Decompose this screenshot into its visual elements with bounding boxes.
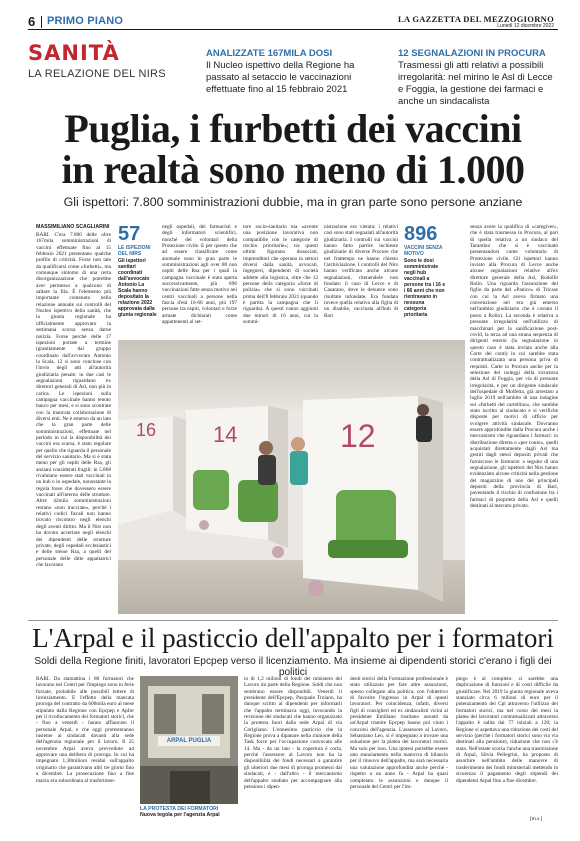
second-headline: L'Arpal e il pasticcio dell'appalto per i formatori	[32, 623, 554, 653]
arpal-office-photo	[140, 676, 238, 804]
second-subhead: Soldi della Regione finiti, lavoratori Epcpep verso il licenziamento. Ma insieme ai dipendenti storici c'erano i figli dei politici	[34, 656, 552, 678]
teaser-1	[206, 48, 386, 96]
main-article-col2-text: negli ospedali, dei farmacisti e degli informatori scientifici, nonché dei volontari della Protezione civile. E per questo che ad essere classificate come anomale sono in gran parte le somministrazioni agli over 80 non ospiti delle Rsa per i quali la campagna vaccinale è stata aperta successivamente, più 896 vaccinazioni fatte senza motivo nei centri vaccinali a persone nella fascia d'età 16-66 anni, più 197 persone tra ospiti, volontari e forze armate dichiarati come appartenenti al set-	[162, 224, 237, 326]
teaser-2-title: 12 SEGNALAZIONI IN PROCURA	[398, 48, 546, 59]
topic-kicker: SANITÀ	[28, 41, 120, 65]
main-headline-line1: Puglia, i furbetti dei vaccini	[64, 106, 522, 151]
main-article-col2	[162, 224, 237, 334]
second-article-col3	[244, 676, 342, 824]
infobox-inspections	[118, 224, 158, 318]
caption-title: LA PROTESTA DEI FORMATORI	[140, 806, 219, 812]
main-headline	[28, 108, 558, 190]
booth-number-a: 16	[136, 420, 157, 440]
second-article-col1	[36, 676, 134, 824]
second-article-col5	[456, 676, 558, 816]
vaccination-hub-photo	[118, 340, 465, 614]
topic-subtitle: LA RELAZIONE DEL NIRS	[28, 68, 166, 80]
booth-number-c: 12	[340, 418, 376, 454]
second-article-col3-text: to di 1,2 milioni di fondi del ministero del Lavoro da parte della Regione. Soldi che non sembrano essere disponibili. Venerdì il presidente dell'Epcpep, Pasquale Troiano, ha dunque scritto ai dipendenti per informarli che l'appalto terminava oggi, invocando la revisione dei sindacati che hanno organizzato la protesta fuori dalla sede Arpal di via Corigliano. L'ennesimo pasticcio che la Regione prova a dipanare nella riunione della Task force per l'occupazione convocata alle 14. Ma - da un lato - la copertura è corta, perché l'assessore al Lavoro non ha la disponibilità dei fondi necessari a garantire gli ulteriori due mesi di proroga promessi dai sindacati, e - dall'altro - il meccanismo dell'appalto studiato per accompagnare alla pensione i dipen-	[244, 676, 342, 790]
main-article-col1	[36, 232, 111, 612]
vaccination-hub-illustration	[118, 340, 465, 614]
second-article-separator	[28, 620, 558, 621]
second-article-col4-text: denti storici della Formazione professionale è stato utilizzato per fare altre assunzioni, spesso collegate alla politica, con l'obiettivo di favorire l'ingresso in Arpal di questi lavoratori. Per coincidenza, infatti, diversi figli di consiglieri ed ex sindacalisti vicini al presidente Emiliano risultano assunti da un'Arpal tramite Epcpep hanno poi vinto i concorsi dell'agenzia. L'assessore al Lavoro, Sebastiano Leo, si è impegnato a trovare una soluzione per la platea dei lavoratori storici. Ma solo per loro. Una ipotesi potrebbe essere uno stanziamento nella manovra di bilancio per il rinnovo dell'appalto, ma sarà necessaria una valutazione approfondita anche perché - rispetto a un anno fa - Arpal ha quasi completato le assunzioni e dunque il personale dei Centri per l'im-	[350, 676, 448, 790]
main-article-col3	[243, 224, 318, 334]
arpal-photo-caption	[140, 806, 238, 819]
main-headline-line2: in realtà sono meno di 1.000	[61, 147, 525, 192]
caption-text: Nuova tegola per l'agenzia Arpal	[140, 812, 220, 819]
infobox-vaccines	[404, 224, 446, 318]
infobox-vaccines-text: Sono le dosi somministrate negli hub vaccinali a persone tra i 16 e i 66 anni che non rientravano in nessuna categoria prioritaria	[404, 258, 446, 318]
main-article-col5	[470, 224, 558, 616]
infobox-inspections-title: LE ISPEZIONI DEL NIRS	[118, 245, 151, 257]
infobox-inspections-number: 57	[118, 223, 141, 245]
header-date: Lunedì 12 dicembre 2022	[497, 23, 554, 29]
infobox-inspections-text: Gli ispettori sanitari coordinati dall'avvocato Antonio La Scala hanno depositato la relazione 2022 approvata dalla giunta regionale	[118, 258, 157, 318]
teaser-2	[398, 48, 560, 108]
main-article-col4	[324, 224, 398, 334]
main-subhead: Gli ispettori: 7.800 somministrazioni dubbie, ma in gran parte sono persone anziane	[63, 195, 523, 209]
second-article-col1-text: BARI. Da stamattina i 80 formatori che lavorano nei Centri per l'impiego sono in ferie forzate, probabile alle possibili lettere di licenziamento. E l'effetto della mancata proroga del contratto da 600mila euro al mese stipulato dalla Regione con Epcpep e Apfor per il ricollocamento dei formatori storici, che - fino a venerdì - hanno affiancato il personale Arpal, e che oggi protesteranno insieme ai sindacati davanti alla sede dell'agenzia regionale per il lavoro. Il 25 novembre Arpal aveva prevveduto ad approvare una delibera di proroga. In cui ha impegnato 1,38milioni residui sull'appalto originario che garantivano altri tre giorni fino a dicembre. La prosecuzione fino a fine marzo era subordinata al trasferimen-	[36, 676, 134, 784]
header-divider	[41, 16, 42, 28]
byline: MASSIMILIANO SCAGLIARINI	[36, 224, 110, 230]
booth-number-b: 14	[213, 422, 238, 447]
section-label: PRIMO PIANO	[47, 15, 124, 27]
masthead: LA GAZZETTA DEL MEZZOGIORNO	[397, 14, 554, 24]
page-header	[28, 14, 558, 30]
main-article-col3-text: tore socio-sanitario ma «avente una posizione lavorativa non compatibile con le categorie di rischio prioritarie»; tra questi ultimi figurano dissociati, imprenditori che operano in settori diversi dalla sanità, avvocati, ingegneri, dipendenti di società addette alla logistica, oltre che 12 persone della categoria «forze di polizia» che si sono vaccinati prima dell'8 febbraio 2021 (quando è partita la campagna che li riguarda). A questi vanno aggiunti due minori di 16 anni, cui la sommi-	[243, 224, 318, 326]
infobox-vaccines-title: VACCINI SENZA MOTIVO	[404, 245, 443, 257]
second-article-col4	[350, 676, 448, 824]
second-article-col5-text: piego è al completo: ci sarebbe una duplicazione di funzioni e di costi difficile da giustificare. Nel 2019 la giunta regionale aveva stanziato circa 6 milioni di euro per il potenziamento dei Cpi attraverso l'utilizzo dei formatori storici, ma nel corso dei mesi la platea dei lavoratori contrattualizzati attraverso l'appalto è salita dai 77 iniziali a 120; la Regione si aspettava una riduzione dei costi del servizio (perché i formatori storici sono via via destinati alla pensione), riduzione che non c'è stata. Nell'estate scorsa l'anche una trasmissione di Arpal, Silvia Pellegrini, ha proposto di assorbire nell'ambito delle manovre di trasferimento dei fondi ministeriali mettendo in sicurezza il pagamento degli stipendi dei dipendenti Arpal fino a fine dicembre.	[456, 676, 558, 784]
infobox-vaccines-number: 896	[404, 223, 438, 245]
teaser-1-title: ANALIZZATE 167MILA DOSI	[206, 48, 333, 59]
main-article-col1-text: BARI. C'era 7.800 delle oltre 167mila somministrazioni di vaccini effettuate fino al 15 febbraio 2021 presentano qualche profilo di criticità. Forse non tale da qualificarsi come «furbetti», ma comunque sintomo di una certa disorganizzazione che potrebbe aver permesso a qualcuno di saltare la fila. È l'elemento più importante contenuto nella relazione annuale sui controlli del Nucleo ispettivo della sanità, che la giunta regionale ha ufficialmente approvato la settimana scorsa senza darne notizia. Forse perché delle 17 ispezioni portate a termine (granitamente dal gruppo coordinato dall'avvocato Antonio la Scala, 12 si sono concluse con l'invio degli atti all'autorità giudiziaria penale: in due casi le segnalazioni riguardano ex direttori generali di Asl, non più in carica. Le ispezioni sulla campagna vaccinale hanno tenuto banco per mesi, e si sono scontrate con la mancata collaborazione di diversi enti. Ne è emerso da un lato che la gran parte delle somministrazioni, effettuate nel periodo in cui la disponibilità dei vaccini era scarsa, è stato regolare per quello che riguarda il personale del servizio sanitario. Ma si è stata meno per gli ospiti delle Rsa, gli anziani considerati fragili: in 5.868 rivalutano essere stati vaccinati in un hub o in ospedale, nonostante la regola fosse che dovessero essere vaccinati all'interno delle strutture. Altre 42mila somministrazioni restano «non tracciate», perché i relativi codici fiscali non hanno trovato riscontro negli elenchi degli aventi diritto. Ma il Nirs non ha dovuto accertare negli elenchi dei dipendenti delle strutture private, degli ospedali ecclesiastici e delle stesse Rsa, a quelli del personale delle ditte appaltatrici che lavorano	[36, 232, 111, 568]
teaser-2-text: Trasmessi gli atti relativi a possibili irregolarità: nel mirino le Asl di Lecce e Foggia, la gestione dei farmaci e anche un sindacalista	[398, 60, 553, 107]
arpal-sign: ARPAL PUGLIA	[158, 736, 220, 746]
teaser-1-text: Il Nucleo ispettivo della Regione ha passato al setaccio le vaccinazioni effettuate fino al 15 febbraio 2021	[206, 60, 355, 95]
main-article-col5-text: senza avere la qualifica di «caregiver», che è stata trasmessa in Procura, al pari di quella relativa a un sindaco del Tarantino che si è vaccinato presentandosi come volontario di Protezione civile. Gli ispettori hanno inviato alla Procura di Lecce anche alcune segnalazioni relative all'ex direttore generale della Asl, Rodolfo Rollo. Una riguarda l'assunzione del figlio da parte del «Panico» di Tricase con cui la Asl aveva firmato una convenzione nel era già emerso nell'ambito giudiziario che è costato il posto a Rollo). La seconda è relativa a presunte irregolarità nell'utilizzo di macchinari per la sanificazione post-covid, la terza ad una strana sequenza di dirigenti esterni (la segnalazione in questo caso è stata inviata anche alla Corte dei conti) in cui sarebbe stata contrattualizzata una persona priva di requisiti. Carte in Procura anche per la selezione dei noleggi della sicurezza della Asl di Foggia, per via di presunte irregolarità, e per un dirigente sindacale dell'ospedale di Molfetta, già arrestato a luglio 2019 nell'ambito di una indagine sui «furbetti del cartellino», che sarebbe stato iscritto al sindacato e si verifiche disposte per motivi di ufficio per svolgere attività sindacale. Dovranno essere approfondite dalla Procura anche i meccanismi che riguardano i farmaci: in distribuzione diretta o «per conto», quelli acquistati direttamente dagli Asl ma gestiti dagli stessi depositi privati che forniscono le farmacie: a seguito di una segnalazione, gli ispettori del Nirs hanno evidenziato alcune criticità nella gestione del magazzino di uno dei principali depositi della provincia di Bari, paventando il rischio di confusione tra i farmaci di proprietà della Asl e quelli destinati al mercato privato.	[470, 224, 558, 510]
page-number: 6	[28, 14, 36, 29]
article-end-tag: [m.s.]	[530, 816, 543, 822]
main-article-col4-text: nistrazione era vietata: i relativi casi sono stati segnalati all'autorità giudiziaria. I controlli sui vaccini hanno fatto partire inchieste giudiziarie di diverse Procure che nel frattempo ne hanno chiesto l'archiviazione. I controlli del Nirs hanno verificato anche alcune segnalazioni, ritenendole non fondate: il caso di Lecce e di Casarano, dove le denunce sono risultate infondate. Era fondata invece quella relativa alla figlia di un disabile, vaccinata all'hub di Bari	[324, 224, 398, 319]
